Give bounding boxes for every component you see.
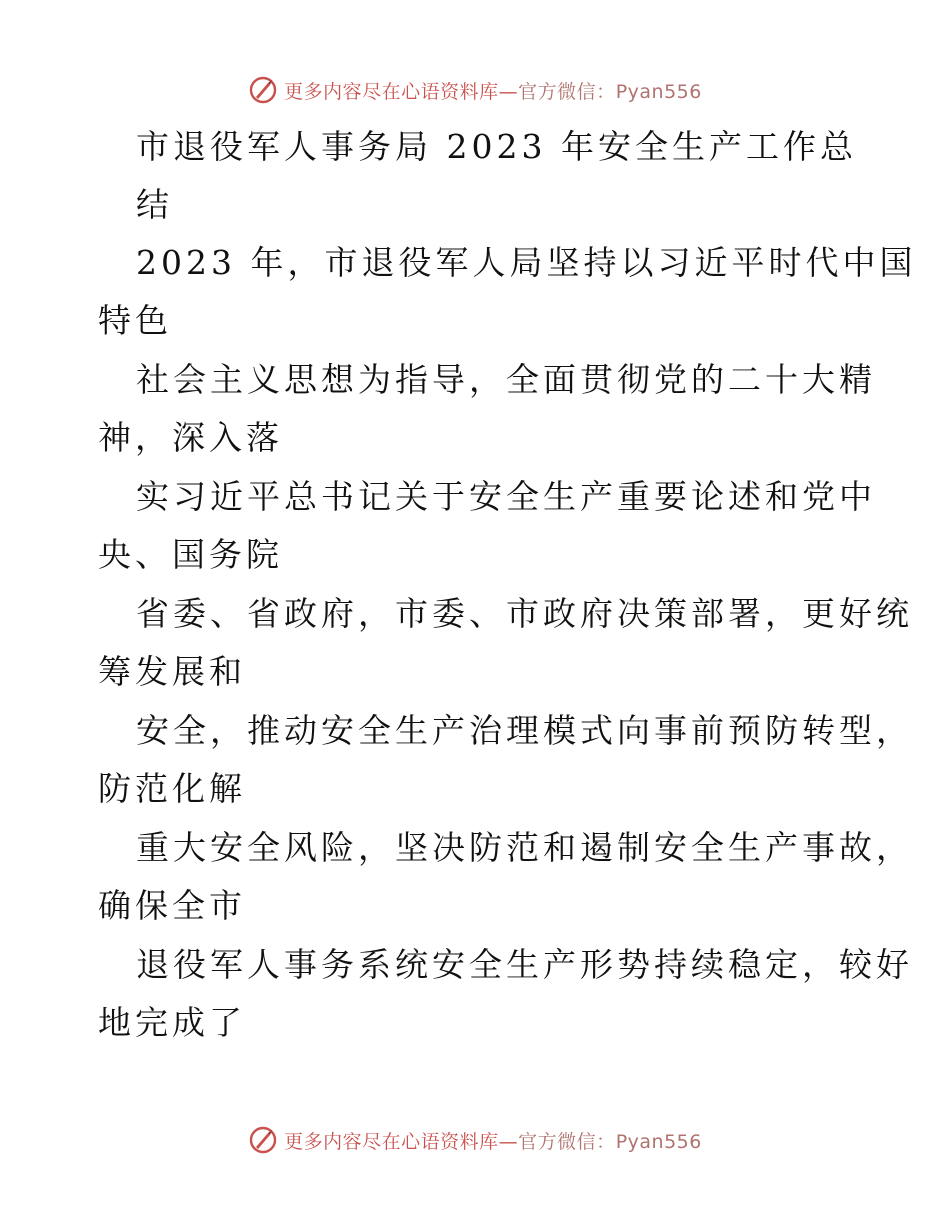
paragraph-line: 地完成了 bbox=[98, 1003, 246, 1042]
banner-text bbox=[284, 1127, 702, 1154]
document-title-line-2: 结 bbox=[136, 185, 173, 224]
header-banner bbox=[0, 70, 950, 110]
paragraph-line: 安全，推动安全生产治理模式向事前预防转型， bbox=[136, 711, 913, 750]
paragraph-line: 筹发展和 bbox=[98, 652, 246, 691]
banner-text bbox=[284, 77, 702, 104]
paragraph-line: 2023 年，市退役军人局坚持以习近平时代中国 bbox=[136, 243, 917, 282]
banner-dash: — bbox=[498, 1130, 519, 1153]
banner-main-text: 更多内容尽在心语资料库 bbox=[284, 1130, 499, 1153]
banner-wechat-id: Pyan556 bbox=[615, 80, 702, 103]
paragraph-line: 神，深入落 bbox=[98, 418, 283, 457]
footer-banner bbox=[0, 1120, 950, 1160]
paragraph-line: 退役军人事务系统安全生产形势持续稳定，较好 bbox=[136, 945, 913, 984]
banner-wechat-id: Pyan556 bbox=[615, 1130, 702, 1153]
banner-dash: — bbox=[498, 80, 519, 103]
quill-logo-icon bbox=[248, 75, 278, 105]
paragraph-line: 社会主义思想为指导，全面贯彻党的二十大精 bbox=[136, 360, 876, 399]
paragraph-line: 省委、省政府，市委、市政府决策部署，更好统 bbox=[136, 594, 913, 633]
paragraph-line: 特色 bbox=[98, 301, 172, 340]
banner-wechat-label: 官方微信： bbox=[518, 80, 616, 103]
document-title-line-1: 市退役军人事务局 2023 年安全生产工作总 bbox=[136, 127, 857, 166]
paragraph-line: 实习近平总书记关于安全生产重要论述和党中 bbox=[136, 477, 876, 516]
paragraph-line: 确保全市 bbox=[98, 886, 246, 925]
paragraph-line: 重大安全风险，坚决防范和遏制安全生产事故， bbox=[136, 828, 913, 867]
banner-wechat-label: 官方微信： bbox=[518, 1130, 616, 1153]
paragraph-line: 防范化解 bbox=[98, 769, 246, 808]
quill-logo-icon bbox=[248, 1125, 278, 1155]
banner-main-text: 更多内容尽在心语资料库 bbox=[284, 80, 499, 103]
paragraph-line: 央、国务院 bbox=[98, 535, 283, 574]
